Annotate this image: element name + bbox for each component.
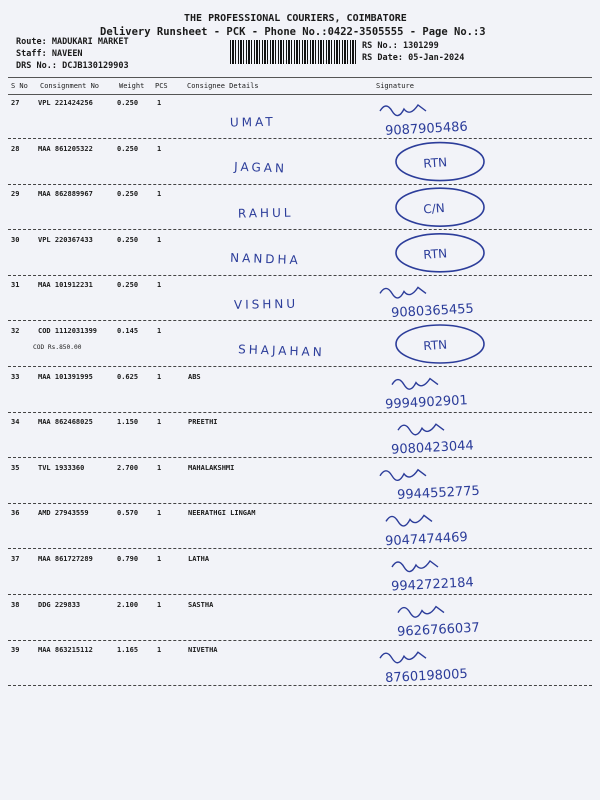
rs-no-line	[362, 41, 439, 51]
row-consignee: ABS	[188, 372, 201, 381]
signature-phone: 9944552775	[396, 483, 481, 504]
col-consignment: Consignment No	[40, 82, 100, 90]
row-divider	[8, 138, 592, 139]
rs-date-line	[362, 53, 464, 63]
row-divider	[8, 229, 592, 230]
row-divider	[8, 275, 592, 276]
rs-no-label: RS No.:	[362, 41, 398, 51]
signature-scribble	[380, 470, 426, 481]
handwritten-name: JAGAN	[233, 159, 288, 176]
row-divider	[8, 685, 592, 686]
row-consignment-no: MAA 101912231	[38, 281, 93, 290]
col-pcs: PCS	[155, 82, 168, 90]
header-rule-top	[8, 77, 592, 78]
staff-label: Staff:	[16, 49, 47, 59]
signature-scribble	[398, 424, 444, 435]
signature-scribble	[392, 379, 438, 390]
barcode	[230, 40, 356, 64]
route-line	[16, 37, 129, 47]
signature-circle-mark	[396, 143, 484, 181]
signature-phone: 9087905486	[384, 119, 469, 139]
row-consignee: SASTHA	[188, 600, 214, 609]
row-pcs: 1	[157, 99, 162, 107]
signature-phone: 9626766037	[396, 620, 481, 640]
row-pcs: 1	[157, 281, 162, 290]
row-consignment-no: MAA 861727289	[38, 555, 93, 563]
row-sno: 33	[11, 372, 20, 381]
handwritten-name: SHAJAHAN	[237, 342, 325, 360]
row-sno: 38	[11, 600, 20, 609]
row-consignment-no: AMD 27943559	[38, 509, 89, 518]
row-sno: 30	[11, 235, 20, 244]
signature-scribble	[392, 561, 438, 572]
signature-scribble	[380, 652, 426, 663]
signature-scribble	[380, 105, 426, 116]
row-divider	[8, 548, 592, 549]
row-weight: 0.625	[117, 372, 139, 381]
rs-date-value: 05-Jan-2024	[408, 53, 465, 63]
row-pcs: 1	[157, 463, 162, 472]
handwritten-name: VISHNU	[233, 296, 299, 312]
row-weight: 0.250	[117, 235, 139, 244]
route-label: Route:	[16, 37, 47, 47]
row-divider	[8, 366, 592, 367]
row-cod-amount: COD Rs.850.00	[33, 344, 82, 351]
row-consignment-no: VPL 221424256	[38, 99, 93, 107]
signature-phone: 9047474469	[384, 529, 469, 550]
signature-phone: 9080423044	[390, 438, 475, 458]
row-consignee: MAHALAKSHMI	[188, 463, 235, 472]
row-sno: 39	[11, 646, 20, 655]
row-consignment-no: DDG 229833	[38, 600, 81, 609]
row-consignment-no: MAA 101391995	[38, 372, 93, 381]
row-pcs: 1	[157, 190, 162, 199]
col-consignee: Consignee Details	[187, 82, 259, 90]
row-consignee: NEERATHGI LINGAM	[188, 509, 256, 518]
row-consignment-no: MAA 861205322	[38, 144, 93, 153]
row-sno: 36	[11, 509, 20, 518]
row-weight: 1.150	[117, 418, 139, 427]
signature-return-mark: RTN	[422, 246, 448, 262]
row-weight: 2.700	[117, 463, 139, 472]
row-sno: 35	[11, 463, 20, 472]
staff-line	[16, 49, 83, 59]
row-pcs: 1	[157, 418, 162, 427]
row-divider	[8, 320, 592, 321]
row-weight: 0.250	[117, 190, 139, 199]
row-sno: 29	[11, 190, 20, 199]
runsheet-subtitle: Delivery Runsheet - PCK - Phone No.:0422-3505555 - Page No.:3	[100, 26, 486, 38]
signature-return-mark: RTN	[422, 155, 448, 171]
signature-circle-mark	[396, 188, 484, 226]
row-consignment-no: TVL 1933360	[38, 463, 85, 472]
row-divider	[8, 412, 592, 413]
row-sno: 32	[11, 327, 20, 335]
row-weight: 1.165	[117, 646, 139, 655]
row-consignment-no: COD 1112031399	[38, 327, 98, 335]
company-title: THE PROFESSIONAL COURIERS, COIMBATORE	[184, 13, 407, 24]
rs-no-value: 1301299	[402, 41, 439, 51]
signature-scribble	[398, 607, 444, 618]
col-weight: Weight	[119, 82, 145, 90]
row-weight: 0.250	[117, 144, 139, 153]
row-consignee: PREETHI	[188, 418, 218, 427]
signature-return-mark: C/N	[422, 200, 446, 217]
signature-return-mark: RTN	[422, 337, 448, 354]
signature-circle-mark	[396, 234, 484, 272]
handwritten-name: UMAT	[229, 114, 276, 130]
signature-circle-mark	[396, 325, 484, 363]
row-weight: 0.570	[117, 509, 139, 518]
row-sno: 31	[11, 281, 20, 290]
col-sno: S No	[11, 82, 28, 90]
signature-scribble	[380, 287, 426, 298]
signature-phone: 9080365455	[390, 301, 475, 321]
row-divider	[8, 640, 592, 641]
row-pcs: 1	[157, 509, 162, 518]
row-weight: 0.250	[117, 281, 139, 290]
row-weight: 0.145	[117, 327, 139, 335]
row-pcs: 1	[157, 372, 162, 381]
handwritten-name: RAHUL	[237, 205, 294, 221]
col-signature: Signature	[376, 82, 414, 90]
handwritten-name: NANDHA	[229, 250, 301, 268]
row-weight: 0.790	[117, 555, 139, 563]
drs-label: DRS No.:	[16, 61, 57, 71]
row-weight: 0.250	[117, 99, 139, 107]
row-consignment-no: MAA 862889967	[38, 190, 93, 199]
row-consignee: NIVETHA	[188, 646, 218, 655]
row-pcs: 1	[157, 555, 162, 563]
signature-phone: 9942722184	[390, 575, 475, 595]
row-consignment-no: MAA 862468025	[38, 418, 93, 427]
signature-scribble	[386, 515, 432, 526]
row-pcs: 1	[157, 600, 162, 609]
header-rule-bottom	[8, 94, 592, 95]
row-sno: 34	[11, 418, 20, 427]
row-consignment-no: VPL 220367433	[38, 235, 93, 244]
row-sno: 28	[11, 144, 20, 153]
drs-line	[16, 61, 129, 71]
route-value: MADUKARI MARKET	[51, 37, 129, 47]
row-pcs: 1	[157, 646, 162, 655]
staff-value: NAVEEN	[51, 49, 83, 59]
row-divider	[8, 457, 592, 458]
row-consignment-no: MAA 863215112	[38, 646, 93, 655]
row-consignee: LATHA	[188, 555, 210, 563]
row-divider	[8, 594, 592, 595]
signature-phone: 8760198005	[384, 666, 469, 687]
row-pcs: 1	[157, 144, 162, 153]
drs-value: DCJB130129903	[62, 61, 129, 71]
row-divider	[8, 503, 592, 504]
row-sno: 27	[11, 99, 20, 107]
row-pcs: 1	[157, 327, 162, 335]
row-divider	[8, 184, 592, 185]
row-pcs: 1	[157, 235, 162, 244]
row-weight: 2.100	[117, 600, 139, 609]
rs-date-label: RS Date:	[362, 53, 403, 63]
signature-phone: 9994902901	[384, 393, 469, 413]
row-sno: 37	[11, 555, 20, 563]
